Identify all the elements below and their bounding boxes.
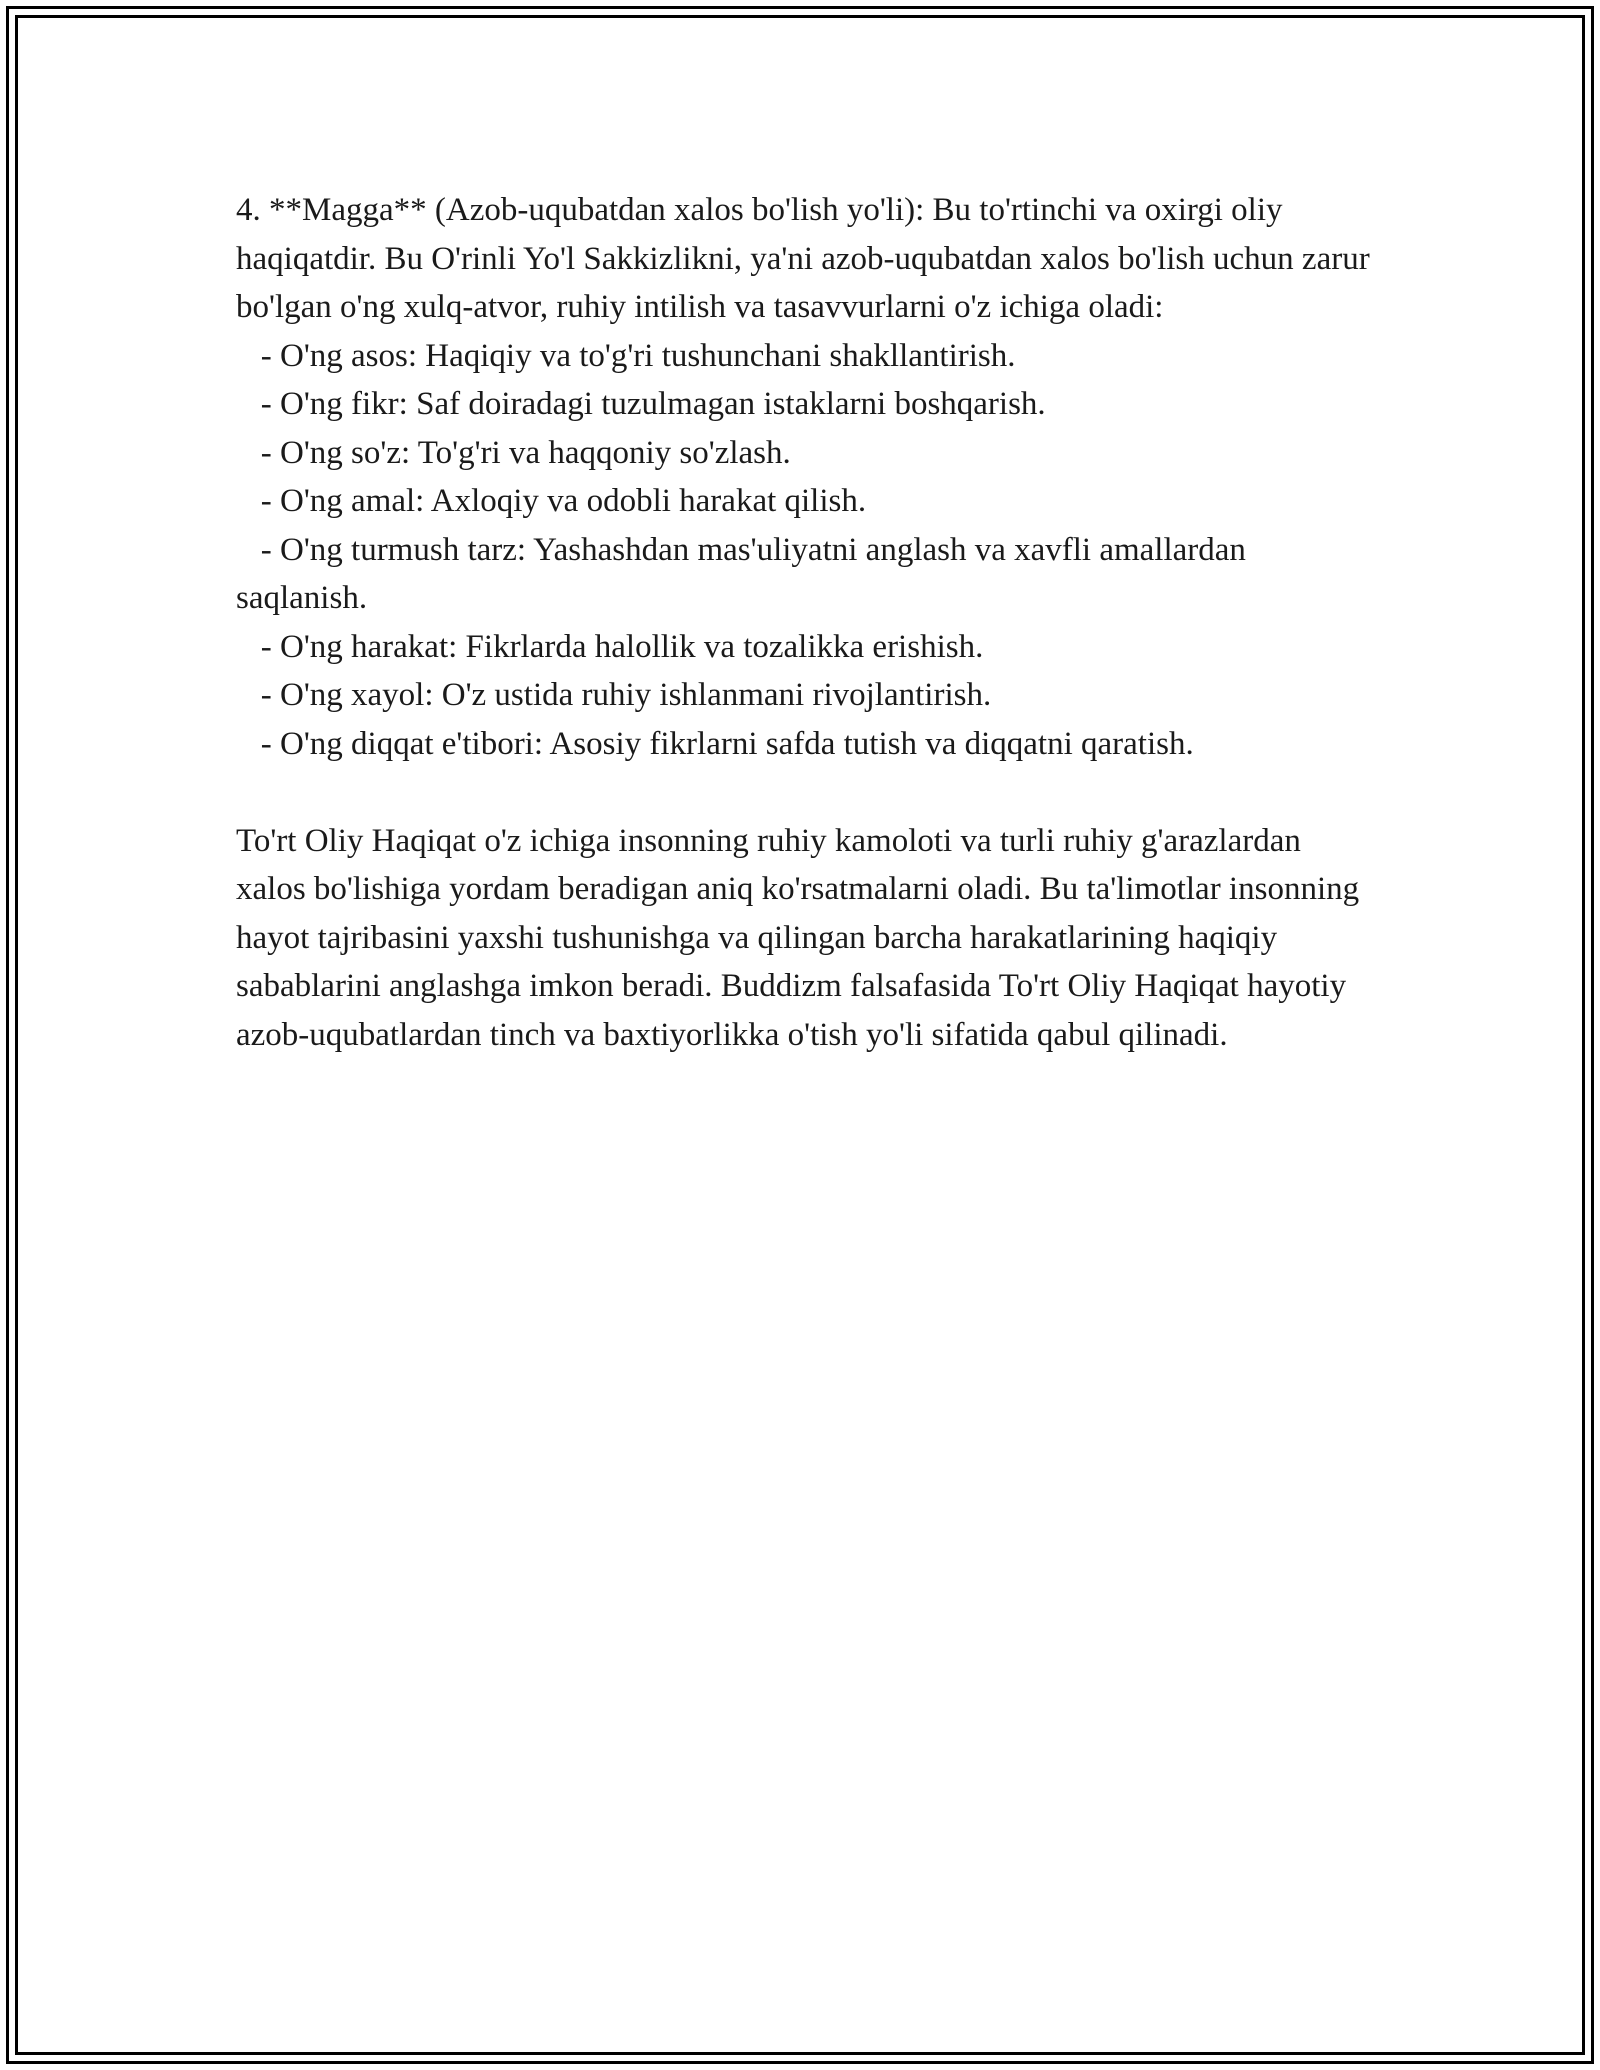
document-body bbox=[236, 186, 1376, 1059]
list-item-text: O'ng fikr: Saf doiradagi tuzulmagan istaklarni boshqarish. bbox=[280, 386, 1046, 422]
list-item: - O'ng so'z: To'g'ri va haqqoniy so'zlash. bbox=[236, 434, 791, 471]
list-item-text: O'ng so'z: To'g'ri va haqqoniy so'zlash. bbox=[280, 434, 791, 471]
list-item: - O'ng turmush tarz: Yashashdan mas'uliyatni anglash va xavfli amallardan saqlanish. bbox=[236, 531, 1246, 616]
eightfold-path-list bbox=[236, 332, 1376, 769]
list-item: - O'ng fikr: Saf doiradagi tuzulmagan istaklarni boshqarish. bbox=[236, 386, 1046, 422]
list-item-text: O'ng amal: Axloqiy va odobli harakat qilish. bbox=[280, 483, 867, 519]
list-item-text: O'ng turmush tarz: Yashashdan mas'uliyatni anglash va xavfli amallardan saqlanish. bbox=[236, 531, 1246, 616]
list-item-text: O'ng harakat: Fikrlarda halollik va tozalikka erishish. bbox=[280, 628, 984, 665]
list-item: - O'ng harakat: Fikrlarda halollik va tozalikka erishish. bbox=[236, 628, 984, 665]
list-item: - O'ng asos: Haqiqiy va to'g'ri tushunchani shakllantirish. bbox=[236, 337, 1016, 374]
list-item: - O'ng amal: Axloqiy va odobli harakat qilish. bbox=[236, 483, 867, 519]
paragraph-gap bbox=[236, 768, 1376, 817]
list-item-text: O'ng diqqat e'tibori: Asosiy fikrlarni safda tutish va diqqatni qaratish. bbox=[280, 725, 1194, 762]
section-4-intro: 4. **Magga** (Azob-uqubatdan xalos bo'lish yo'li): Bu to'rtinchi va oxirgi oliy haqiqatdir. Bu O'rinli Yo'l Sakkizlikni, ya'ni azob-uqubatdan xalos bo'lish uchun zarur bo'lgan o'ng xulq-atvor, ruhiy intilish va tasavvurlarni o'z ichiga oladi: bbox=[236, 192, 1370, 325]
list-item-text: O'ng asos: Haqiqiy va to'g'ri tushunchani shakllantirish. bbox=[280, 337, 1016, 374]
conclusion-paragraph: To'rt Oliy Haqiqat o'z ichiga insonning ruhiy kamoloti va turli ruhiy g'arazlardan xalos bo'lishiga yordam beradigan aniq ko'rsatmalarni oladi. Bu ta'limotlar insonning hayot tajribasini yaxshi tushunishga va qilingan barcha harakatlarining haqiqiy sabablarini anglashga imkon beradi. Buddizm falsafasida To'rt Oliy Haqiqat hayotiy azob-uqubatlardan tinch va baxtiyorlikka o'tish yo'li sifatida qabul qilinadi. bbox=[236, 822, 1360, 1053]
list-item: - O'ng diqqat e'tibori: Asosiy fikrlarni safda tutish va diqqatni qaratish. bbox=[236, 725, 1194, 762]
list-item: - O'ng xayol: O'z ustida ruhiy ishlanmani rivojlantirish. bbox=[236, 677, 992, 713]
list-item-text: O'ng xayol: O'z ustida ruhiy ishlanmani rivojlantirish. bbox=[280, 677, 992, 713]
